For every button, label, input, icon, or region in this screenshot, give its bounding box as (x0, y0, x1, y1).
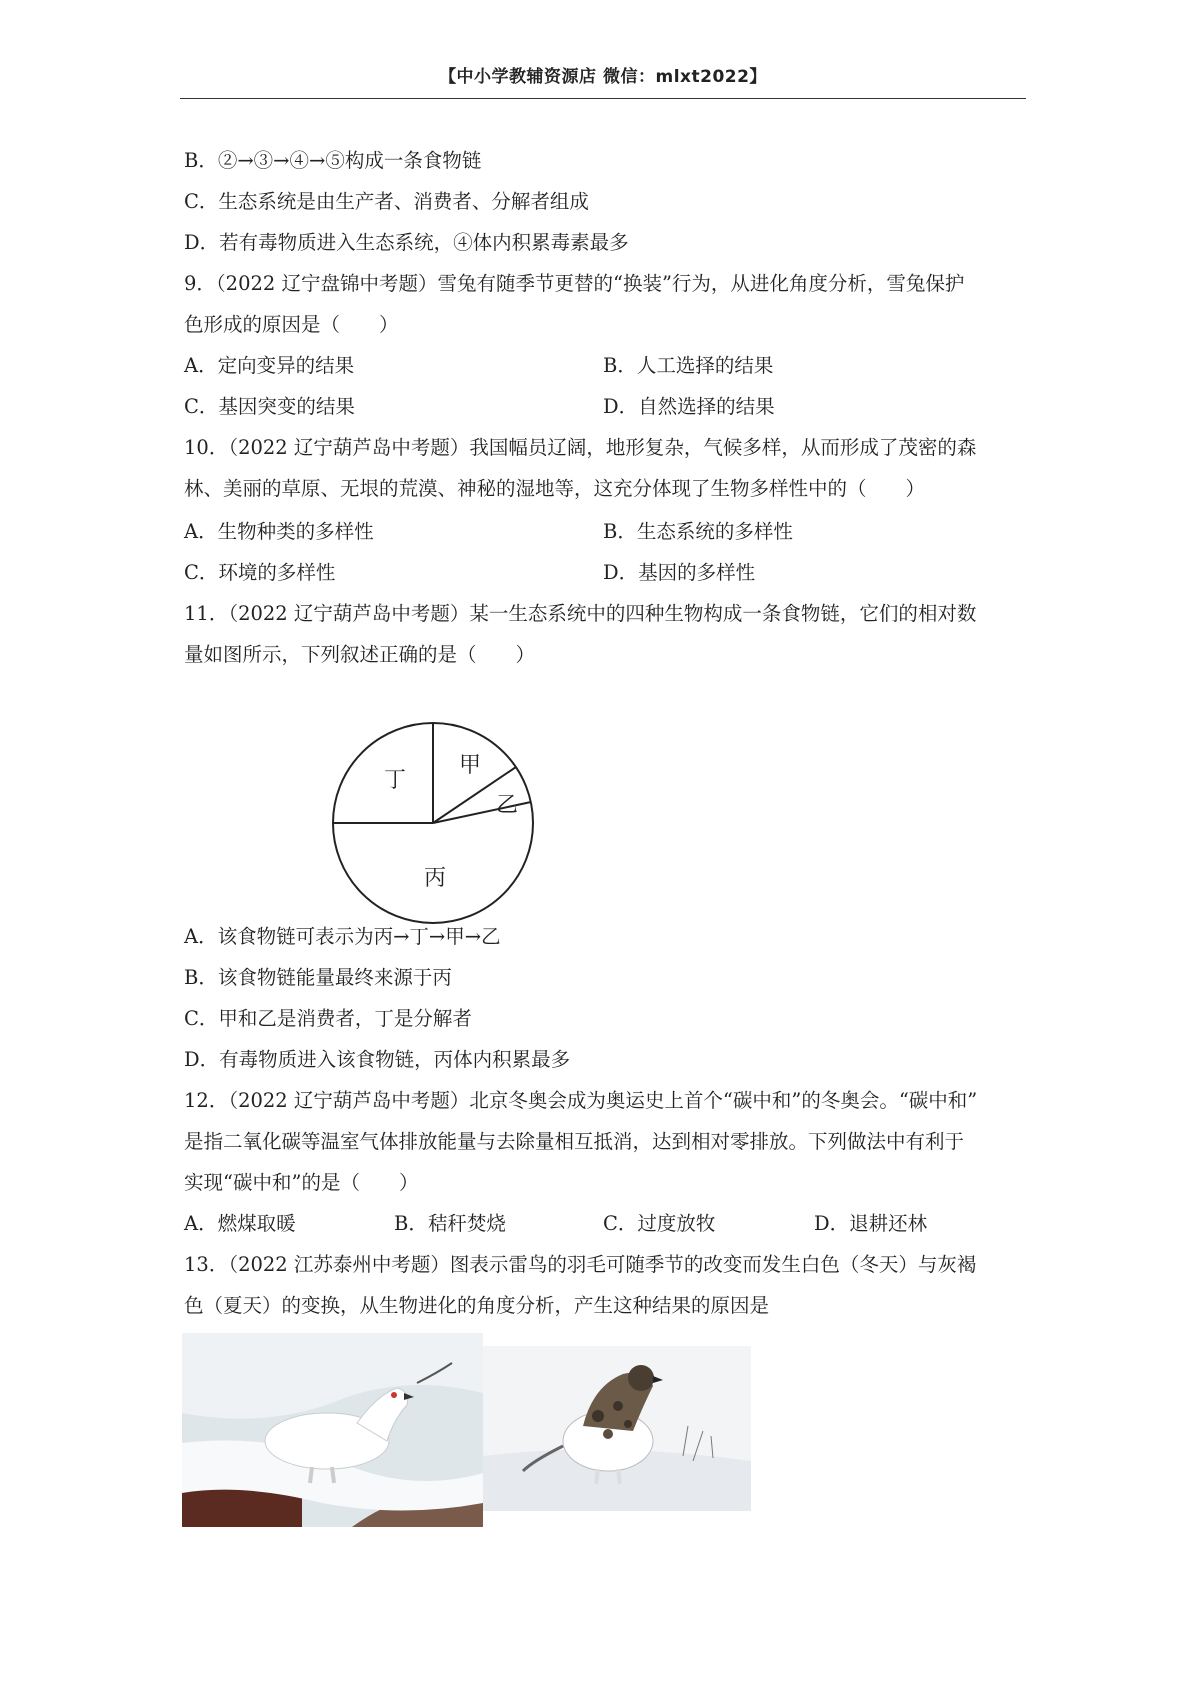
q10-option-a: A．生物种类的多样性 (184, 520, 374, 543)
summer-ptarmigan-photo (483, 1346, 751, 1511)
q8-option-b: B．②→③→④→⑤构成一条食物链 (184, 149, 482, 172)
q9-stem-line2: 色形成的原因是（ ） (184, 313, 399, 336)
q9-option-c: C．基因突变的结果 (184, 395, 355, 418)
q12-option-b: B．秸秆焚烧 (394, 1212, 506, 1235)
q11-option-c: C．甲和乙是消费者，丁是分解者 (184, 1007, 472, 1030)
q12-stem-line2: 是指二氧化碳等温室气体排放能量与去除量相互抵消，达到相对零排放。下列做法中有利于 (184, 1130, 965, 1153)
q13-stem-line2: 色（夏天）的变换，从生物进化的角度分析，产生这种结果的原因是 (184, 1294, 770, 1317)
q9-option-b: B．人工选择的结果 (603, 354, 774, 377)
q11-stem-line1: 11．（2022 辽宁葫芦岛中考题）某一生态系统中的四种生物构成一条食物链，它们的相对数 (184, 602, 977, 625)
q12-option-c: C．过度放牧 (603, 1212, 716, 1235)
pie-label-jia: 甲 (458, 753, 482, 778)
q10-stem-line2: 林、美丽的草原、无垠的荒漠、神秘的湿地等，这充分体现了生物多样性中的（ ） (184, 477, 926, 500)
q11-option-d: D．有毒物质进入该食物链，丙体内积累最多 (184, 1048, 571, 1071)
q9-option-d: D．自然选择的结果 (603, 395, 775, 418)
pie-label-ding: 丁 (383, 768, 407, 793)
q12-stem-line1: 12．（2022 辽宁葫芦岛中考题）北京冬奥会成为奥运史上首个“碳中和”的冬奥会。“碳中和” (184, 1089, 978, 1112)
population-pie-diagram (330, 720, 536, 926)
q10-stem-line1: 10．（2022 辽宁葫芦岛中考题）我国幅员辽阔，地形复杂，气候多样，从而形成了茂密的森 (184, 436, 977, 459)
q8-option-d: D．若有毒物质进入生态系统，④体内积累毒素最多 (184, 231, 629, 254)
q12-stem-line3: 实现“碳中和”的是（ ） (184, 1171, 419, 1194)
q13-stem-line1: 13．（2022 江苏泰州中考题）图表示雷鸟的羽毛可随季节的改变而发生白色（冬天）与灰褐 (184, 1253, 977, 1276)
q10-option-c: C．环境的多样性 (184, 561, 336, 584)
q12-option-a: A．燃煤取暖 (184, 1212, 296, 1235)
q9-stem-line1: 9．（2022 辽宁盘锦中考题）雪兔有随季节更替的“换装”行为，从进化角度分析，雪兔保护 (184, 272, 965, 295)
winter-ptarmigan-photo (182, 1333, 483, 1527)
header-divider (180, 98, 1026, 99)
q11-option-a: A．该食物链可表示为丙→丁→甲→乙 (184, 925, 501, 948)
pie-label-bing: 丙 (423, 866, 447, 891)
page-header: 【中小学教辅资源店 微信：mlxt2022】 (439, 67, 767, 87)
q12-option-d: D．退耕还林 (814, 1212, 928, 1235)
q11-stem-line2: 量如图所示，下列叙述正确的是（ ） (184, 643, 536, 666)
q10-option-d: D．基因的多样性 (603, 561, 756, 584)
q10-option-b: B．生态系统的多样性 (603, 520, 793, 543)
q11-option-b: B．该食物链能量最终来源于丙 (184, 966, 452, 989)
q9-option-a: A．定向变异的结果 (184, 354, 355, 377)
pie-label-yi: 乙 (495, 793, 519, 818)
q8-option-c: C．生态系统是由生产者、消费者、分解者组成 (184, 190, 589, 213)
